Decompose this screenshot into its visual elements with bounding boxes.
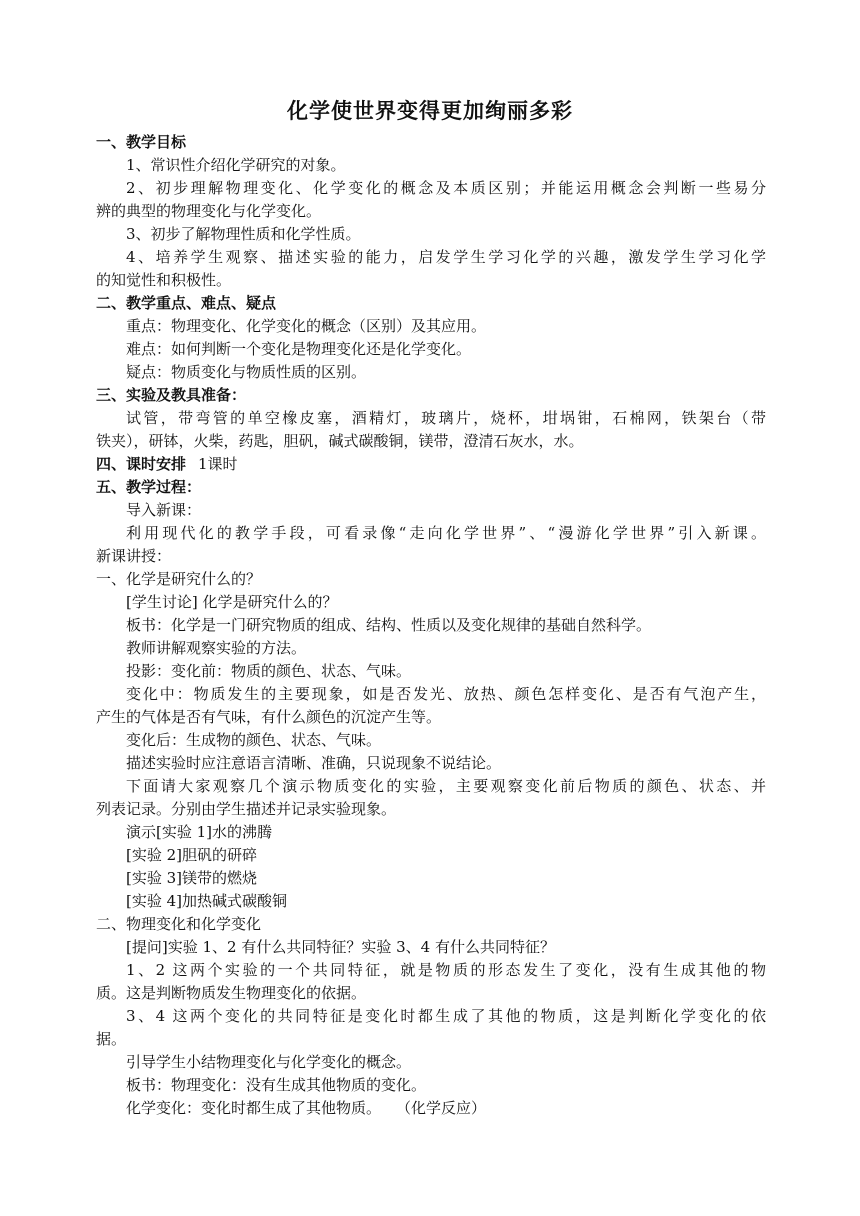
paragraph: 3、初步了解物理性质和化学性质。	[126, 225, 361, 243]
paragraph: 变化中：物质发生的主要现象，如是否发光、放热、颜色怎样变化、是否有气泡产生，	[126, 685, 766, 703]
paragraph: 列表记录。分别由学生描述并记录实验现象。	[96, 800, 397, 818]
document-title: 化学使世界变得更加绚丽多彩	[287, 99, 573, 123]
paragraph: 3、4 这两个变化的共同特征是变化时都生成了其他的物质，这是判断化学变化的依	[126, 1007, 766, 1025]
subsection-heading: 二、物理变化和化学变化	[96, 915, 262, 933]
paragraph: 2、初步理解物理变化、化学变化的概念及本质区别；并能运用概念会判断一些易分	[126, 179, 766, 197]
paragraph: 试管，带弯管的单空橡皮塞，酒精灯，玻璃片，烧杯，坩埚钳，石棉网，铁架台（带	[126, 409, 766, 427]
experiment-item: [实验 2]胆矾的研碎	[126, 846, 258, 864]
experiment-item: [实验 4]加热碱式碳酸铜	[126, 892, 288, 910]
paragraph: 重点：物理变化、化学变化的概念（区别）及其应用。	[126, 317, 487, 335]
document-body	[96, 131, 766, 1120]
experiment-item: 演示[实验 1]水的沸腾	[126, 823, 273, 841]
paragraph: 1、常识性介绍化学研究的对象。	[126, 156, 346, 174]
subsection-heading: 一、化学是研究什么的？	[96, 570, 262, 588]
schedule-value: 1课时	[198, 455, 238, 473]
paragraph: 1、2 这两个实验的一个共同特征，就是物质的形态发生了变化，没有生成其他的物	[126, 961, 766, 979]
paragraph: 板书：化学是一门研究物质的组成、结构、性质以及变化规律的基础自然科学。	[126, 616, 652, 634]
paragraph: 描述实验时应注意语言清晰、准确，只说现象不说结论。	[126, 754, 502, 772]
paragraph: 投影：变化前：物质的颜色、状态、气味。	[126, 662, 412, 680]
paragraph: 引导学生小结物理变化与化学变化的概念。	[126, 1053, 412, 1071]
paragraph: 的知觉性和积极性。	[96, 271, 232, 289]
paragraph: 质。这是判断物质发生物理变化的依据。	[96, 984, 367, 1002]
paragraph: 铁夹），研钵，火柴，药匙，胆矾，碱式碳酸铜，镁带，澄清石灰水，水。	[96, 432, 584, 450]
paragraph: 难点：如何判断一个变化是物理变化还是化学变化。	[126, 340, 472, 358]
paragraph: [提问]实验 1、2 有什么共同特征？实验 3、4 有什么共同特征？	[126, 938, 555, 956]
paragraph: 利用现代化的教学手段，可看录像“走向化学世界”、“漫游化学世界”引入新课。	[126, 524, 766, 542]
paragraph: 产生的气体是否有气味，有什么颜色的沉淀产生等。	[96, 708, 442, 726]
paragraph: 教师讲解观察实验的方法。	[126, 639, 307, 657]
section-heading-objectives: 一、教学目标	[96, 133, 187, 151]
section-heading-key-points: 二、教学重点、难点、疑点	[96, 294, 277, 312]
paragraph: 疑点：物质变化与物质性质的区别。	[126, 363, 367, 381]
experiment-item: [实验 3]镁带的燃烧	[126, 869, 258, 887]
paragraph: [学生讨论] 化学是研究什么的？	[126, 593, 338, 611]
paragraph: 辨的典型的物理变化与化学变化。	[96, 202, 322, 220]
paragraph: 下面请大家观察几个演示物质变化的实验，主要观察变化前后物质的颜色、状态、并	[126, 777, 766, 795]
paragraph: 变化后：生成物的颜色、状态、气味。	[126, 731, 382, 749]
section-heading-materials: 三、实验及教具准备：	[96, 386, 247, 404]
paragraph: 新课讲授：	[96, 547, 172, 565]
paragraph: 板书：物理变化：没有生成其他物质的变化。	[126, 1076, 427, 1094]
section-heading-process: 五、教学过程：	[96, 478, 202, 496]
paragraph: 据。	[96, 1030, 127, 1048]
paragraph: 导入新课：	[126, 501, 202, 519]
schedule-line	[96, 453, 766, 476]
paragraph: 4、培养学生观察、描述实验的能力，启发学生学习化学的兴趣，激发学生学习化学	[126, 248, 766, 266]
section-heading-schedule: 四、课时安排	[96, 455, 187, 473]
paragraph: 化学变化：变化时都生成了其他物质。 （化学反应）	[126, 1099, 487, 1117]
